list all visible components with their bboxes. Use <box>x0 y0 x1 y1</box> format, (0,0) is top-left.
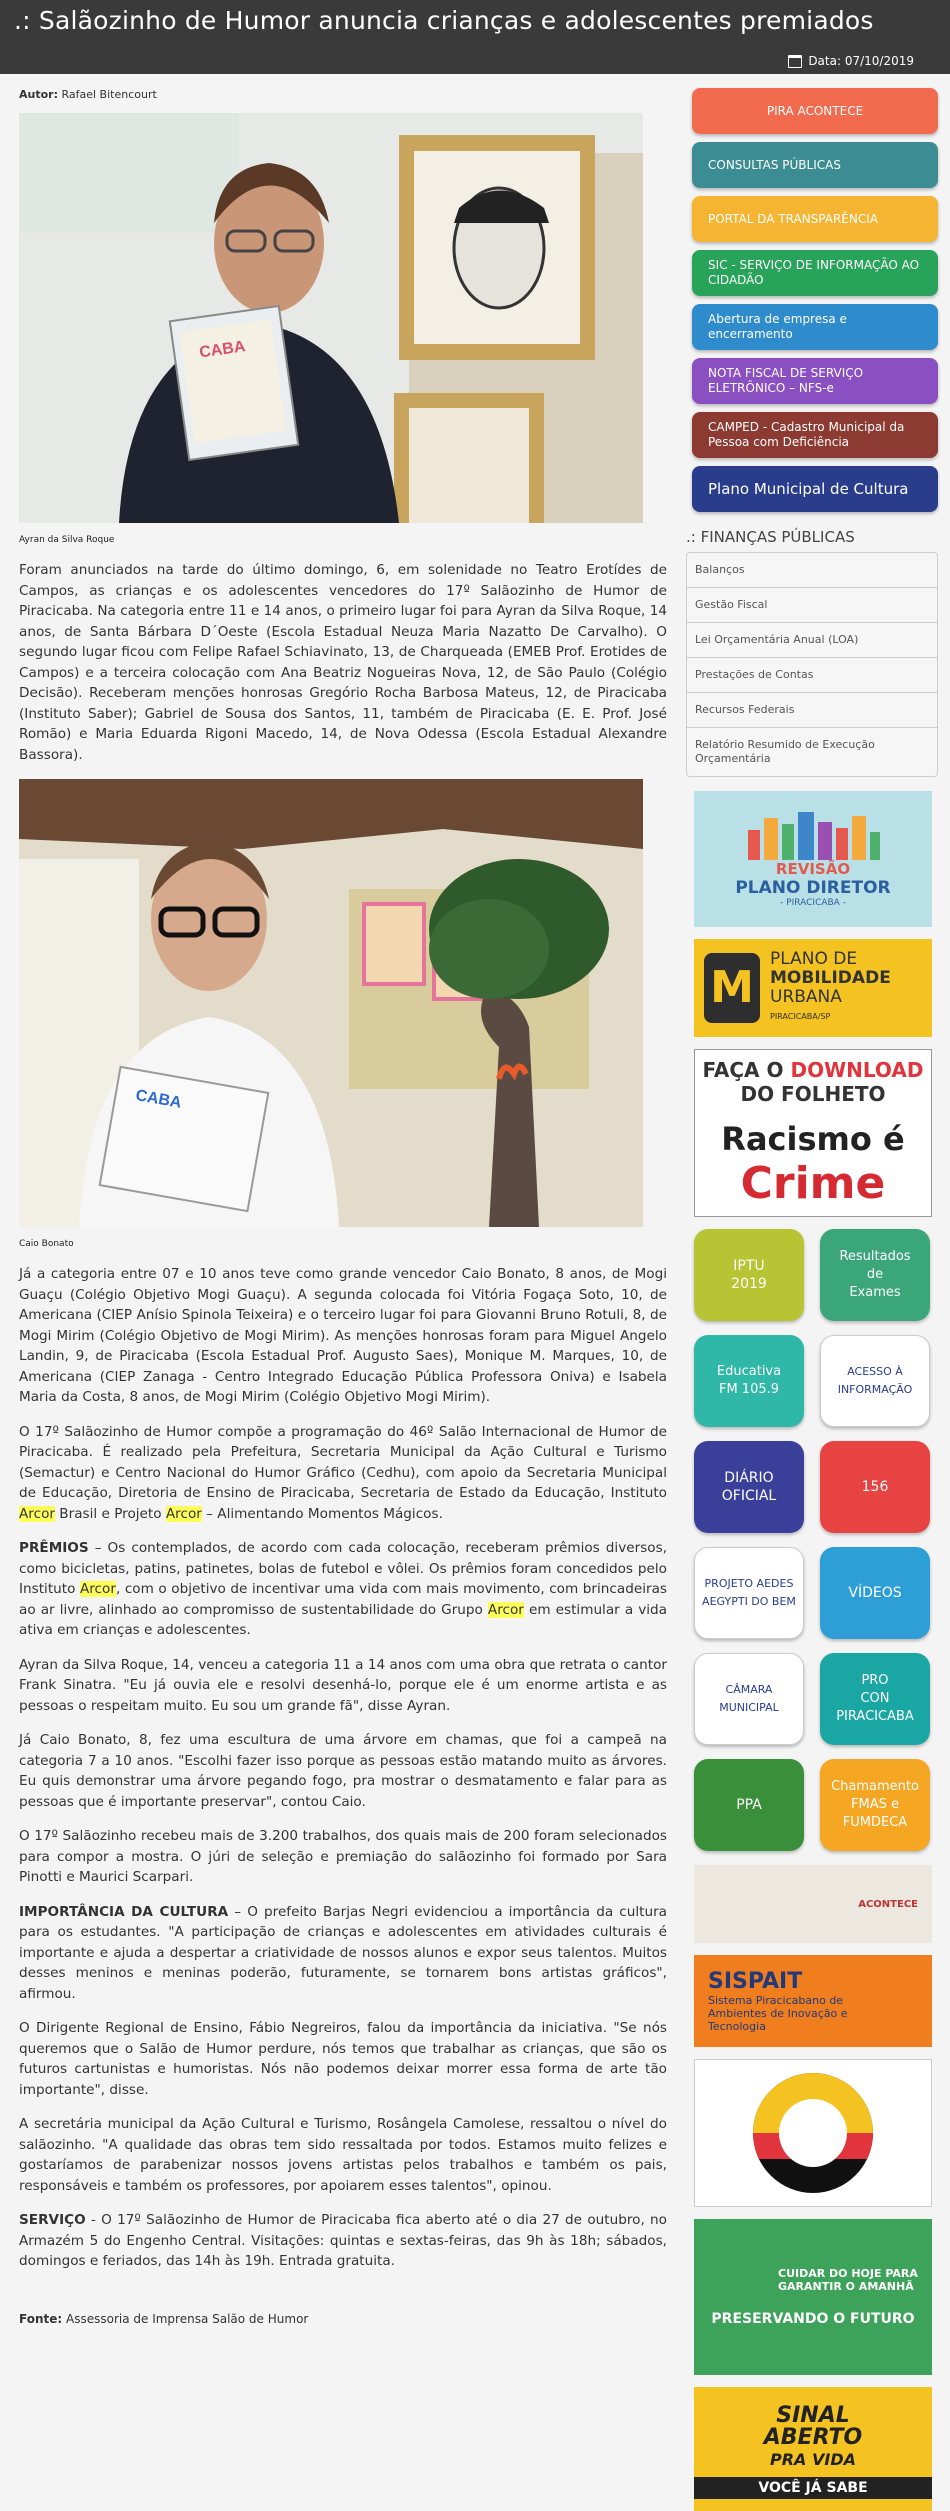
preservando-line1: CUIDAR DO HOJE PARA GARANTIR O AMANHÃ <box>778 2267 918 2293</box>
service-tile-label: Resultados de Exames <box>839 1249 911 1300</box>
service-tile[interactable] <box>694 1547 804 1639</box>
service-tile-label: CÂMARA MUNICIPAL <box>719 1683 779 1714</box>
article-paragraph-1: Foram anunciados na tarde do último domingo, 6, em solenidade no Teatro Erotídes de Campos, as crianças e os adolescentes vencedores do 17º Salãozinho de Humor de Piracicaba. Na categoria entre 11 e 14 anos, o primeiro lugar foi para Ayran da Silva Roque, 14 anos, de Santa Bárbara D´Oeste (Escola Estadual Neuza Maria Nazatto De Carvalho). O segundo lugar ficou com Felipe Rafael Schiavinato, 13, de Charqueada (EMEB Prof. Erotides de Campos) e a terceira colocação com Ana Beatriz Nogueiras Nova, 12, de São Paulo (Colégio Decisão). Receberam menções honrosas Gregório Rocha Barbosa Mateus, 12, de Piracicaba (Instituto Saber); Gabriel de Sousa dos Santos, 11, também de Piracicaba (E. E. Prof. José Romão) e Maria Eduarda Rigoni Macedo, 14, de Nova Odessa (Escola Estadual Alexandre Bassora). <box>19 562 667 763</box>
author-name: Rafael Bitencourt <box>61 88 157 101</box>
article-paragraph-2: Já a categoria entre 07 e 10 anos teve como grande vencedor Caio Bonato, 8 anos, de Mogi Guaçu (Colégio Objetivo Mogi Guaçu). A segunda colocada foi Vitória Fogaça Soto, 10, de Americana (CIEP Anísio Spinola Teixeira) e o terceiro lugar foi para Giovanni Bruno Rotuli, 8, de Mogi Mirim (Colégio Objetivo de Mogi Mirim). As menções honrosas foram para Miguel Angelo Landin, 9, de Piracicaba (Escola Estadual Prof. Augusto Saes), Monique M. Marques, 10, de Americana (CIEP Zanaga - Centro Integrado Educação Pública Professora Oniva) e Isabela Maria da Costa, 8 anos, de Mogi Mirim (Colégio Objetivo Mogi Mirim). <box>19 1266 667 1405</box>
highlight-arcor: Arcor <box>487 1601 524 1618</box>
finance-menu <box>686 552 938 777</box>
banner-acontece[interactable] <box>694 1865 932 1943</box>
service-tile-label: DIÁRIO OFICIAL <box>721 1470 777 1504</box>
p11-text: - O 17º Salãozinho de Humor de Piracicaba fica aberto até o dia 27 de outubro, no Armazém 5 do Engenho Central. Visitações: quintas e sextas-feiras, das 9h às 18h; sábados, domingos e feriados, das 14h às 19h. Entrada gratuita. <box>19 2212 667 2269</box>
photo-caio-illustration <box>19 779 643 1227</box>
service-tile-label: PPA <box>736 1797 762 1813</box>
sinal-line1: SINAL <box>776 2403 850 2428</box>
racismo-line3: Racismo é <box>721 1119 905 1158</box>
service-tile[interactable] <box>820 1547 930 1639</box>
svg-text:CABA: CABA <box>134 1087 183 1112</box>
p3-text-a: O 17º Salãozinho de Humor compõe a programação do 46º Salão Internacional de Humor de Piracicaba. É realizado pela Prefeitura, Secretaria Municipal da Ação Cultural e Turismo (Semactur) e Centro Nacional do Humor Gráfico (Cedhu), com apoio da Secretaria Municipal de Educação, Diretoria de Ensino de Piracicaba, Secretaria de Estado da Educação, Instituto <box>19 1423 667 1501</box>
p3-text-b: Brasil e Projeto <box>54 1505 166 1522</box>
photo-ayran <box>19 113 643 523</box>
racismo-line1b: DOWNLOAD <box>790 1057 924 1082</box>
article-paragraph-10: A secretária municipal da Ação Cultural e Turismo, Rosângela Camolese, ressaltou o nível do salãozinho. "A qualidade das obras tem sido ressaltada por todos. Estamos muito felizes e gostaríamos de parabenizar nossos jovens artistas pelos trabalhos e também os pais, responsáveis e também os professores, por apoiarem esses talentos", opinou. <box>19 2116 667 2194</box>
photo-caption-1: Ayran da Silva Roque <box>19 535 115 545</box>
service-tile-label: Chamamento FMAS e FUMDECA <box>831 1779 919 1830</box>
city-skyline-icon <box>738 810 888 860</box>
photo-caption-2: Caio Bonato <box>19 1239 74 1249</box>
banner-preservando-futuro[interactable] <box>694 2219 932 2375</box>
quick-link-button[interactable]: CONSULTAS PÚBLICAS <box>692 142 938 188</box>
service-tile[interactable] <box>694 1759 804 1851</box>
quick-link-button[interactable]: CAMPED - Cadastro Municipal da Pessoa com Deficiência <box>692 412 938 458</box>
article-paragraph-11 <box>19 2210 667 2272</box>
service-tiles <box>694 1229 950 1851</box>
service-tile-label: VÍDEOS <box>848 1585 902 1601</box>
finance-menu-item[interactable]: Lei Orçamentária Anual (LOA) <box>687 623 937 658</box>
racismo-line4: Crime <box>740 1157 886 1209</box>
highlight-arcor: Arcor <box>79 1581 116 1597</box>
p3-text-c: – Alimentando Momentos Mágicos. <box>201 1505 443 1522</box>
quick-link-button[interactable]: Plano Municipal de Cultura <box>692 466 938 512</box>
quick-link-button[interactable]: Abertura de empresa e encerramento <box>692 304 938 350</box>
finance-menu-item[interactable]: Balanços <box>687 553 937 588</box>
article-main <box>0 74 668 2511</box>
quick-link-button[interactable]: SIC - SERVIÇO DE INFORMAÇÃO AO CIDADÃO <box>692 250 938 296</box>
service-tile[interactable] <box>820 1759 930 1851</box>
page-title: .: Salãozinho de Humor anuncia crianças e adolescentes premiados <box>14 6 874 35</box>
photo-caio <box>19 779 643 1227</box>
source-label: Fonte: <box>19 2311 63 2326</box>
article-paragraph-9: O Dirigente Regional de Ensino, Fábio Negreiros, falou da importância da iniciativa. "Se nós queremos que o Salão de Humor perdure, nós temos que trabalhar as crianças, que são os futuros cartunistas e humoristas. Nós não podemos deixar morrer essa forma de arte tão importante", disse. <box>19 2020 667 2098</box>
service-tile[interactable] <box>820 1653 930 1745</box>
acontece-text: ACONTECE <box>858 1898 918 1910</box>
racismo-line2: DO FOLHETO <box>740 1081 886 1106</box>
racismo-line1a: FAÇA O <box>702 1057 791 1082</box>
service-tile-label: Educativa FM 105.9 <box>716 1364 782 1397</box>
plano-diretor-line2: PLANO DIRETOR <box>735 878 891 898</box>
highlight-arcor: Arcor <box>165 1505 202 1522</box>
page-header <box>0 0 950 74</box>
sispait-subtitle: Sistema Piracicabano de Ambientes de Inovação e Tecnologia <box>708 1994 848 2033</box>
date-display <box>788 54 914 68</box>
section-label-servico: SERVIÇO <box>19 2212 86 2228</box>
banner-racismo-crime[interactable] <box>694 1049 932 1217</box>
mobilidade-line1: PLANO DE <box>770 949 858 969</box>
date-text: Data: 07/10/2019 <box>808 54 914 68</box>
service-tile[interactable] <box>694 1441 804 1533</box>
article-paragraph-4 <box>19 1538 667 1641</box>
sinal-line5: VOCÊ JÁ SABE <box>694 2477 932 2499</box>
service-tile-label: PROJETO AEDES AEGYPTI DO BEM <box>702 1577 796 1608</box>
service-tile[interactable] <box>694 1653 804 1745</box>
quick-links <box>686 88 950 512</box>
service-tile[interactable] <box>820 1335 930 1427</box>
mobilidade-line4: PIRACICABA/SP <box>770 1012 831 1021</box>
finance-menu-item[interactable]: Prestações de Contas <box>687 658 937 693</box>
article-paragraph-3 <box>19 1422 667 1525</box>
service-tile-label: PRO CON PIRACICABA <box>836 1673 914 1724</box>
svg-text:CABA: CABA <box>198 338 247 362</box>
p4-text-c: em estimular a vida ativa em crianças e adolescentes. <box>19 1601 668 1638</box>
sinal-line3: PRA <box>769 2450 807 2469</box>
quick-link-button[interactable]: PORTAL DA TRANSPARÊNCIA <box>692 196 938 242</box>
finance-menu-item[interactable]: Relatório Resumido de Execução Orçamentária <box>695 738 875 765</box>
author-line <box>19 88 668 101</box>
mobilidade-line2: MOBILIDADE <box>770 968 891 988</box>
service-tile[interactable] <box>820 1229 930 1321</box>
p4-text-a: – Os contemplados, de acordo com cada colocação, receberam prêmios diversos, como bicicletas, patins, patinetes, bolas de futebol e vôlei. Os prêmios foram concedidos pelo Instituto <box>19 1540 667 1597</box>
sidebar <box>668 74 950 2511</box>
plano-diretor-line3: - PIRACICABA - <box>780 898 846 908</box>
section-label-premios: PRÊMIOS <box>19 1540 89 1556</box>
banner-mobilidade[interactable] <box>694 939 932 1037</box>
section-label-cultura: IMPORTÂNCIA DA CULTURA <box>19 1903 229 1920</box>
service-tile-label: IPTU 2019 <box>731 1258 767 1292</box>
preservando-line2: PRESERVANDO O FUTURO <box>711 2311 915 2327</box>
service-tile-label: 156 <box>861 1479 889 1495</box>
source-text: Assessoria de Imprensa Salão de Humor <box>66 2311 309 2326</box>
sispait-title: SISPAIT <box>708 1969 803 1994</box>
banner-sispait[interactable] <box>694 1955 932 2047</box>
service-tile-label: ACESSO À INFORMAÇÃO <box>837 1365 913 1396</box>
finance-menu-item[interactable]: Gestão Fiscal <box>687 588 937 623</box>
sinal-line2: ABERTO <box>763 2425 863 2450</box>
service-tile[interactable] <box>694 1335 804 1427</box>
finance-menu-item[interactable]: Recursos Federais <box>687 693 937 728</box>
article-paragraph-5: Ayran da Silva Roque, 14, venceu a categoria 11 a 14 anos com uma obra que retrata o cantor Frank Sinatra. "Eu já ouvia ele e resolvi desenhá-lo, porque ele é um enorme artista e as pessoas o respeitam muito. Eu sou um grande fã", disse Ayran. <box>19 1656 667 1714</box>
plano-diretor-line1: REVISÃO <box>775 860 851 878</box>
finance-title: .: FINANÇAS PÚBLICAS <box>686 528 855 546</box>
quick-link-button[interactable]: PIRA ACONTECE <box>692 88 938 134</box>
article-paragraph-6: Já Caio Bonato, 8, fez uma escultura de uma árvore em chamas, que foi a campeã na categoria 7 a 10 anos. "Escolhi fazer isso porque as pessoas estão matando muito as árvores. Eu quis demonstrar uma árvore pegando fogo, pra mostrar o desmatamento e falar para as pessoas que é importante preservar", contou Caio. <box>19 1732 667 1810</box>
article-paragraph-8 <box>19 1902 667 2005</box>
service-tile[interactable] <box>694 1229 804 1321</box>
p8-text: – O prefeito Barjas Negri evidenciou a importância da cultura para os estudantes. "A participação de crianças e adolescentes em atividades culturais é importante e ajuda a despertar a criatividade de nossos alunos e expor seus talentos. Muitos desses meninos e meninas poderão, futuramente, se tornarem bons artistas gráficos", afirmou. <box>19 1903 667 2002</box>
service-tile[interactable] <box>820 1441 930 1533</box>
source-line <box>19 2312 668 2326</box>
banner-plano-diretor[interactable] <box>694 791 932 927</box>
mobility-m-icon: M <box>704 953 760 1023</box>
banner-sp-contra-racismo[interactable] <box>694 2059 932 2207</box>
mobilidade-line3: URBANA <box>770 987 842 1007</box>
highlight-arcor: Arcor <box>19 1505 55 1522</box>
p4-text-b: , com o objetivo de incentivar uma vida com mais movimento, com brincadeiras ao ar livre, alinhado ao compromisso de sustentabilidade do Grupo <box>19 1581 667 1618</box>
banner-sinal-aberto[interactable] <box>694 2387 932 2511</box>
calendar-icon <box>788 55 802 68</box>
author-label: Autor: <box>19 88 58 101</box>
photo-ayran-illustration <box>19 113 643 523</box>
sinal-line4: VIDA <box>812 2450 856 2469</box>
article-paragraph-7: O 17º Salãozinho recebeu mais de 3.200 trabalhos, dos quais mais de 200 foram selecionados para compor a mostra. O júri de seleção e premiação do salãozinho foi formado por Sara Pinotti e Maurici Scarpari. <box>19 1828 667 1885</box>
quick-link-button[interactable]: NOTA FISCAL DE SERVIÇO ELETRÔNICO – NFS-e <box>692 358 938 404</box>
